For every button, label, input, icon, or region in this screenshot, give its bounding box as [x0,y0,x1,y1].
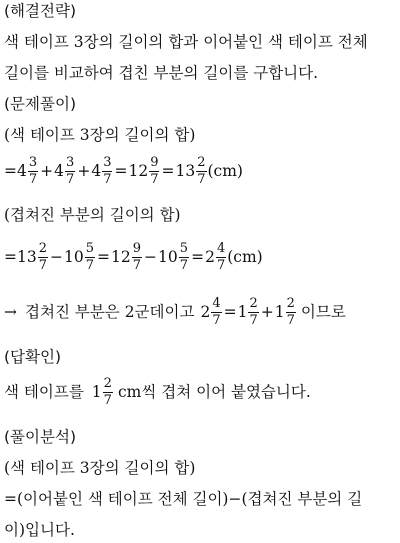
overlap-label: (겹쳐진 부분의 길이의 합) [4,206,181,224]
strategy-line-1: 색 테이프 3장의 길이의 합과 이어붙인 색 테이프 전체 [4,33,368,51]
arrow-icon: → [4,303,17,321]
whole-number: 12 [128,162,149,180]
fraction [286,296,296,329]
numerator: 2 [286,295,295,311]
denominator: 7 [179,257,189,273]
numerator: 2 [103,375,112,391]
denominator: 7 [150,171,159,187]
denominator: 7 [85,257,95,273]
analysis-line-3: 이)입니다. [4,521,75,539]
fraction [28,155,38,188]
denominator: 7 [212,312,221,328]
numerator: 3 [103,154,112,170]
fraction [149,155,159,188]
fraction [211,296,221,329]
unit-label: (cm) [207,162,243,180]
denominator: 7 [249,312,258,328]
numerator: 2 [249,295,258,311]
numerator: 5 [179,240,189,256]
equals-sign: = [223,303,237,321]
minus-sign: − [50,248,64,266]
whole-number: 13 [17,248,37,266]
plus-sign: + [40,162,54,180]
denominator: 7 [216,257,226,273]
answer-label: (답확인) [4,348,62,366]
fraction [102,155,112,188]
denominator: 7 [197,171,206,187]
numerator: 2 [197,154,206,170]
fraction [65,155,75,188]
whole-number: 2 [200,303,211,321]
denominator: 7 [66,171,75,187]
analysis-line-1: (색 테이프 3장의 길이의 합) [4,459,196,477]
plus-sign: + [260,303,274,321]
equals-sign: = [114,162,128,180]
whole-number: 4 [91,162,102,180]
equals-sign: = [4,248,17,266]
whole-number: 1 [237,303,248,321]
fraction [216,241,226,274]
whole-number: 1 [91,383,102,401]
denominator: 7 [132,257,142,273]
whole-number: 12 [111,248,131,266]
whole-number: 4 [54,162,65,180]
analysis-line-2: =(이어붙인 색 테이프 전체 길이)−(겹쳐진 부분의 길 [4,490,363,508]
answer-sentence [4,372,398,412]
strategy-line-2: 길이를 비교하여 겹친 부분의 길이를 구합니다. [4,64,319,82]
denominator: 7 [286,312,295,328]
whole-number: 13 [175,162,196,180]
conclusion-suffix: 이므로 [300,303,346,321]
conclusion-text: 겹쳐진 부분은 2군데이고 [25,303,195,321]
analysis-label: (풀이분석) [4,428,76,446]
fraction [85,241,95,274]
denominator: 7 [38,257,48,273]
solution-label: (문제풀이) [4,95,76,113]
whole-number: 10 [158,248,178,266]
answer-prefix: 색 테이프를 [4,383,84,401]
strategy-label: (해결전략) [4,2,76,20]
overlap-conclusion [4,292,398,332]
sum-label: (색 테이프 3장의 길이의 합) [4,126,196,144]
numerator: 4 [216,240,226,256]
sum-equation [4,151,398,191]
overlap-equation [4,237,398,277]
fraction [248,296,258,329]
whole-number: 2 [205,248,215,266]
minus-sign: − [144,248,158,266]
numerator: 9 [132,240,142,256]
fraction [196,155,206,188]
whole-number: 4 [17,162,27,180]
numerator: 3 [28,154,38,170]
fraction [38,241,48,274]
numerator: 2 [38,240,48,256]
answer-suffix: cm씩 겹쳐 이어 붙였습니다. [117,383,311,401]
denominator: 7 [28,171,38,187]
plus-sign: + [77,162,91,180]
numerator: 4 [212,295,221,311]
equals-sign: = [161,162,175,180]
fraction [103,376,113,409]
whole-number: 10 [64,248,84,266]
equals-sign: = [191,248,205,266]
denominator: 7 [103,171,112,187]
numerator: 3 [66,154,75,170]
fraction [179,241,189,274]
fraction [132,241,142,274]
equals-sign: = [4,162,17,180]
unit-label: (cm) [227,248,263,266]
numerator: 5 [85,240,95,256]
equals-sign: = [97,248,111,266]
whole-number: 1 [274,303,285,321]
numerator: 9 [150,154,159,170]
denominator: 7 [103,392,112,408]
